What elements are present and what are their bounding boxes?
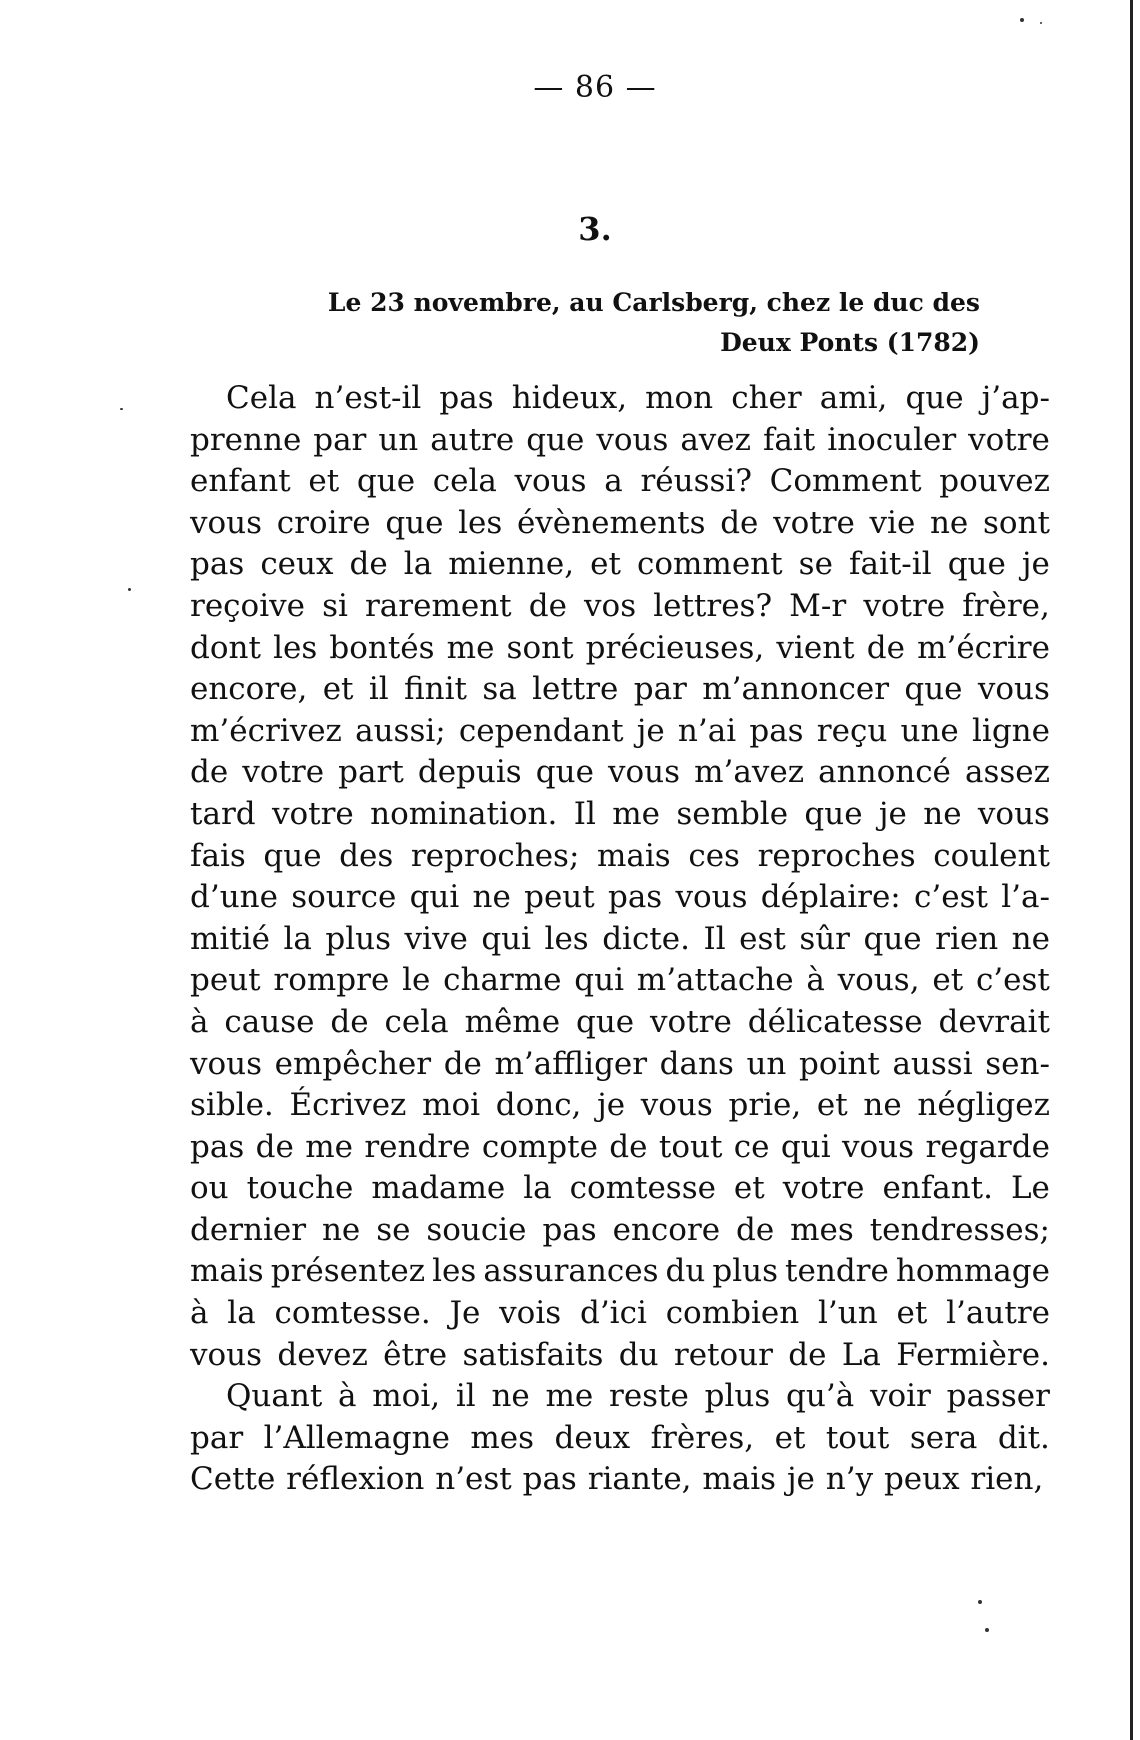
text-line: fais que des reproches; mais ces reproches coulent (190, 837, 1050, 874)
text-line: sible. Écrivez moi donc, je vous prie, et ne négligez (190, 1087, 1050, 1124)
letter-date-line-continued: Deux Ponts (1782) (720, 328, 980, 357)
print-speck (120, 408, 123, 410)
text-line: m’écrivez aussi; cependant je n’ai pas reçu une ligne (190, 712, 1050, 749)
text-line: ou touche madame la comtesse et votre enfant. Le (190, 1170, 1050, 1207)
text-line: Cette réflexion n’est pas riante, mais je n’y peux rien, (190, 1461, 1044, 1498)
text-line: reçoive si rarement de vos lettres? M-r votre frère, (190, 587, 1050, 624)
text-line: mais présentez les assurances du plus tendre hommage (190, 1253, 1050, 1290)
text-line: encore, et il finit sa lettre par m’annoncer que vous (190, 671, 1050, 708)
text-line: d’une source qui ne peut pas vous déplaire: c’est l’a- (190, 879, 1050, 916)
text-line: vous croire que les évènements de votre vie ne sont (190, 504, 1050, 541)
text-line: enfant et que cela vous a réussi? Comment pouvez (190, 463, 1050, 500)
text-line: par l’Allemagne mes deux frères, et tout sera dit. (190, 1419, 1050, 1456)
text-line: prenne par un autre que vous avez fait inoculer votre (190, 421, 1050, 458)
text-line: vous devez être satisfaits du retour de La Fermière. (190, 1336, 1050, 1373)
print-speck (128, 588, 131, 591)
page-number: — 86 — (533, 70, 657, 105)
text-line: Quant à moi, il ne me reste plus qu’à voir passer (226, 1378, 1050, 1415)
text-line: pas ceux de la mienne, et comment se fait-il que je (190, 546, 1050, 583)
section-number: 3. (578, 210, 612, 248)
text-line: de votre part depuis que vous m’avez annoncé assez (190, 754, 1050, 791)
print-speck (1020, 18, 1024, 22)
letter-date-line: Le 23 novembre, au Carlsberg, chez le duc des (327, 288, 980, 317)
text-line: pas de me rendre compte de tout ce qui vous regarde (190, 1128, 1050, 1165)
text-line: dont les bontés me sont précieuses, vient de m’écrire (190, 629, 1050, 666)
print-speck (985, 1628, 989, 1632)
page-edge-shadow (1130, 0, 1133, 1740)
text-line: tard votre nomination. Il me semble que je ne vous (190, 795, 1050, 832)
text-line: à la comtesse. Je vois d’ici combien l’un et l’autre (190, 1295, 1050, 1332)
print-speck (978, 1600, 982, 1604)
text-line: dernier ne se soucie pas encore de mes tendresses; (190, 1211, 1050, 1248)
letter-body (190, 378, 1050, 1501)
text-line: peut rompre le charme qui m’attache à vous, et c’est (190, 962, 1050, 999)
print-speck (1040, 22, 1042, 24)
text-line: Cela n’est-il pas hideux, mon cher ami, que j’ap- (226, 380, 1050, 416)
text-line: vous empêcher de m’affliger dans un point aussi sen- (190, 1045, 1050, 1082)
text-line: mitié la plus vive qui les dicte. Il est sûr que rien ne (190, 920, 1050, 957)
text-line: à cause de cela même que votre délicatesse devrait (190, 1003, 1050, 1040)
